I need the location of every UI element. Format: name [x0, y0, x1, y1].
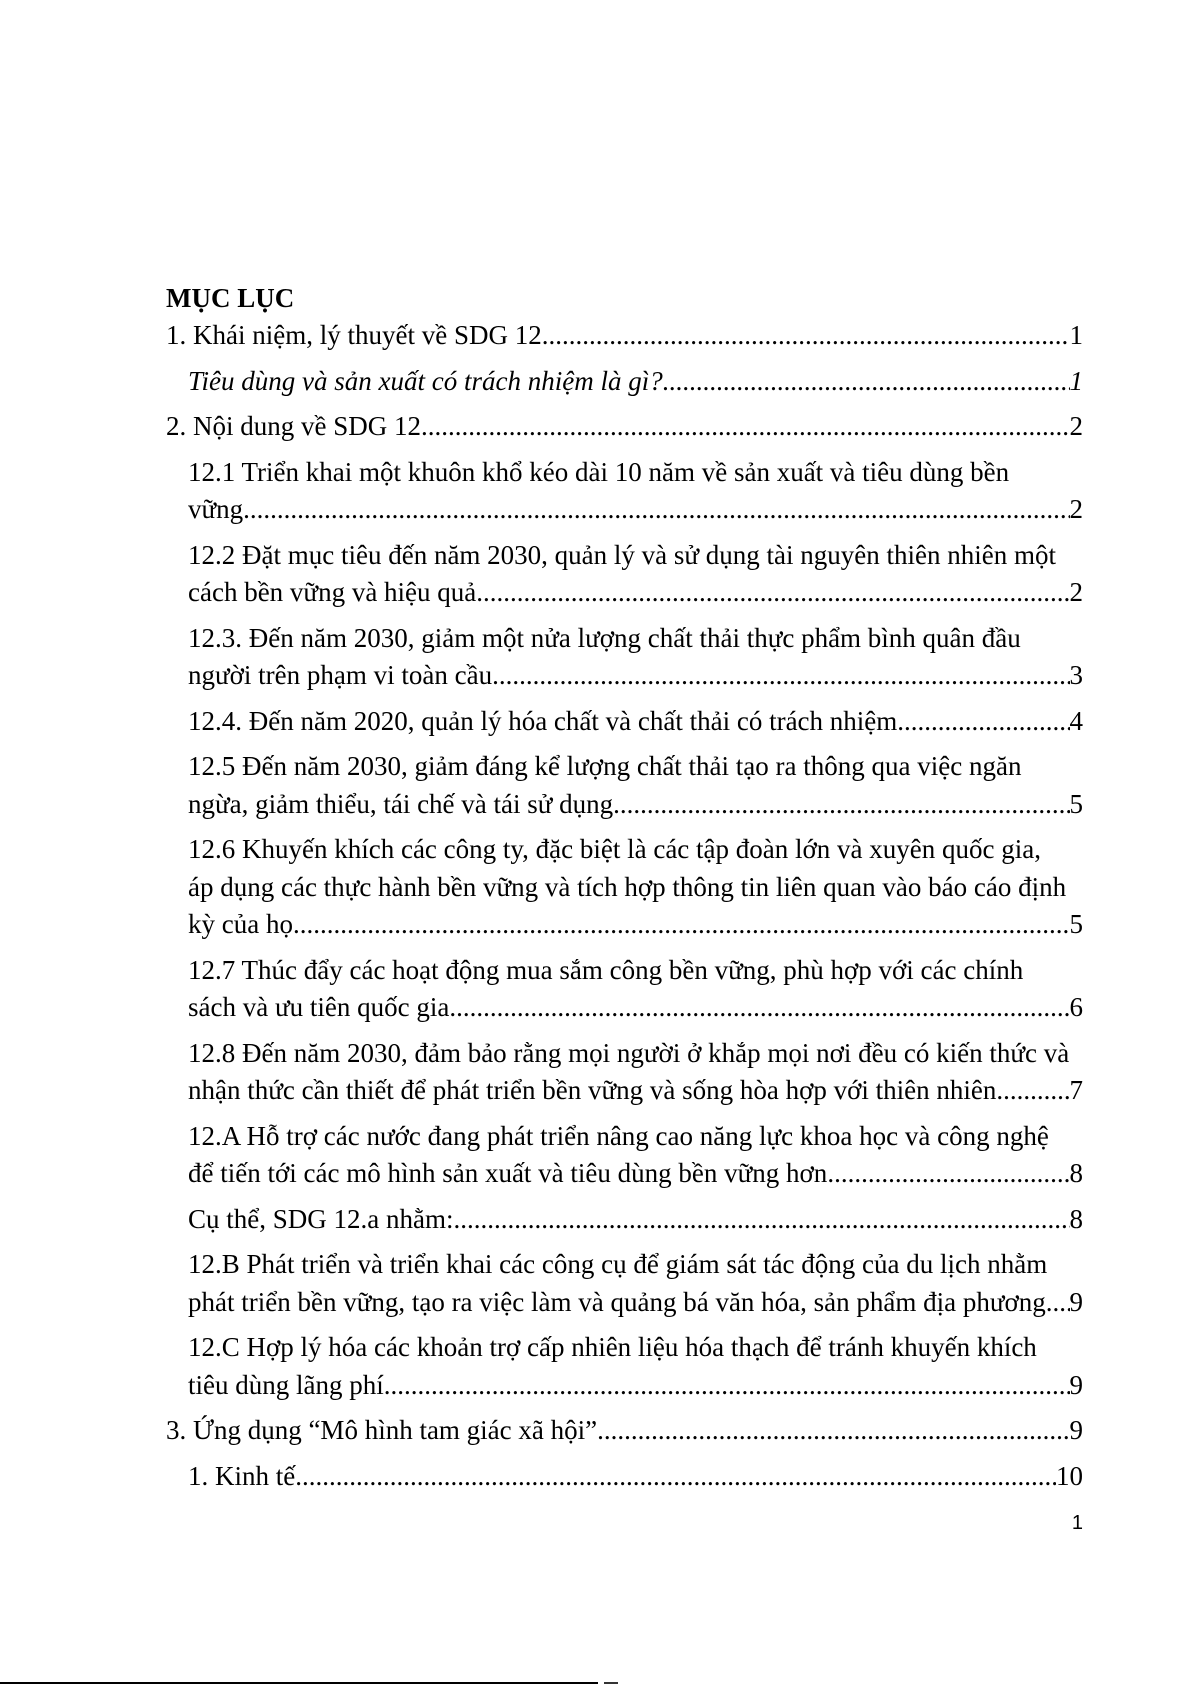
toc-entry-line — [188, 1035, 1083, 1073]
dot-leader — [827, 1155, 1069, 1193]
dot-leader — [384, 1367, 1070, 1405]
dot-leader — [613, 786, 1069, 824]
toc-entry[interactable] — [166, 1201, 1083, 1239]
toc-entry-line — [188, 703, 1083, 741]
toc-entry[interactable] — [166, 620, 1083, 695]
toc-entry-text: 12.7 Thúc đẩy các hoạt động mua sắm công bền vững, phù hợp với các chính — [188, 954, 1024, 985]
toc-entry-text: phát triển bền vững, tạo ra việc làm và quảng bá văn hóa, sản phẩm địa phương. — [188, 1286, 1053, 1317]
toc-entry[interactable] — [166, 748, 1083, 823]
toc-entry-text: Tiêu dùng và sản xuất có trách nhiệm là gì? — [188, 365, 663, 396]
toc-page-number: 3 — [1069, 660, 1083, 690]
toc-entry-line — [166, 408, 1083, 446]
toc-entry[interactable] — [166, 1246, 1083, 1321]
toc-entry-text: 12.3. Đến năm 2030, giảm một nửa lượng chất thải thực phẩm bình quân đầu — [188, 622, 1021, 653]
footer-mark — [604, 1682, 618, 1684]
footer-rule — [0, 1682, 598, 1684]
toc-page-number: 8 — [1069, 1203, 1083, 1234]
toc-entry-text: cách bền vững và hiệu quả — [188, 577, 477, 607]
toc-entry-text: để tiến tới các mô hình sản xuất và tiêu dùng bền vững hơn — [188, 1158, 828, 1188]
toc-entry[interactable] — [166, 1412, 1083, 1450]
toc-entry-line — [166, 317, 1083, 355]
toc-entry-text: kỳ của họ — [188, 909, 293, 939]
dot-leader — [996, 1072, 1069, 1110]
toc-entry[interactable] — [166, 952, 1083, 1027]
toc-title: MỤC LỤC — [166, 283, 295, 313]
toc-page-number: 2 — [1069, 577, 1083, 607]
dot-leader — [449, 989, 1069, 1027]
toc-page-number: 4 — [1069, 705, 1083, 736]
dot-leader — [243, 491, 1069, 529]
toc-page-number: 9 — [1069, 1286, 1083, 1317]
toc-entry-line — [188, 657, 1083, 695]
toc-page-number: 1 — [1069, 320, 1083, 350]
toc-entry-line — [188, 620, 1083, 658]
toc-entry-text: 12.A Hỗ trợ các nước đang phát triển nâng cao năng lực khoa học và công nghệ — [188, 1120, 1049, 1151]
toc-entry-line — [188, 1201, 1083, 1239]
toc-page-number: 8 — [1069, 1158, 1083, 1188]
toc-entry-text: 1. Khái niệm, lý thuyết về SDG 12 — [166, 320, 542, 350]
toc-entry[interactable] — [166, 831, 1083, 944]
dot-leader — [1053, 1284, 1070, 1322]
toc-entry-text: nhận thức cần thiết để phát triển bền vững và sống hòa hợp với thiên nhiên — [188, 1075, 997, 1105]
toc-page-number: 10 — [1056, 1460, 1083, 1491]
toc-entry-text: 12.1 Triển khai một khuôn khổ kéo dài 10 năm về sản xuất và tiêu dùng bền — [188, 456, 1010, 487]
toc-entry-line — [188, 869, 1083, 907]
toc-entry-line — [188, 1284, 1083, 1322]
toc-entry-line — [188, 491, 1083, 529]
toc-entry-line — [188, 1155, 1083, 1193]
toc-entry-line — [188, 1118, 1083, 1156]
toc-page-number: 6 — [1069, 992, 1083, 1022]
toc-entry[interactable] — [166, 1458, 1083, 1496]
toc-page-number: 9 — [1069, 1415, 1083, 1445]
dot-leader — [453, 1201, 1069, 1239]
toc-page-number: 7 — [1069, 1075, 1083, 1105]
toc-entry-text: tiêu dùng lãng phí — [188, 1369, 384, 1400]
toc-entry-text: 12.B Phát triển và triển khai các công cụ để giám sát tác động của du lịch nhằm — [188, 1249, 1048, 1279]
toc-entry-text: 12.5 Đến năm 2030, giảm đáng kể lượng chất thải tạo ra thông qua việc ngăn — [188, 751, 1022, 781]
toc-entry-text: người trên phạm vi toàn cầu — [188, 660, 493, 690]
toc-entry[interactable] — [166, 1118, 1083, 1193]
toc-entry-line — [188, 952, 1083, 990]
toc-entry[interactable] — [166, 454, 1083, 529]
toc-page-number: 1 — [1069, 365, 1083, 396]
toc-entry-line — [188, 1072, 1083, 1110]
toc-page-number: 2 — [1069, 494, 1083, 524]
toc-entry-line — [188, 1329, 1083, 1367]
toc-entry[interactable] — [166, 1329, 1083, 1404]
toc-entry-line — [188, 1367, 1083, 1405]
toc-entry[interactable] — [166, 703, 1083, 741]
toc-entry-line — [188, 1458, 1083, 1496]
toc-entry-line — [188, 363, 1083, 401]
toc-entry[interactable] — [166, 537, 1083, 612]
table-of-contents — [166, 317, 1083, 1503]
toc-entry-text: ngừa, giảm thiểu, tái chế và tái sử dụng — [188, 788, 614, 819]
toc-page-number: 5 — [1069, 788, 1083, 819]
toc-page-number: 2 — [1069, 411, 1083, 441]
toc-entry-text: áp dụng các thực hành bền vững và tích hợp thông tin liên quan vào báo cáo định — [188, 871, 1067, 902]
toc-entry-text: 12.6 Khuyến khích các công ty, đặc biệt là các tập đoàn lớn và xuyên quốc gia, — [188, 834, 1041, 864]
toc-entry-text: sách và ưu tiên quốc gia — [188, 992, 450, 1022]
dot-leader — [421, 408, 1070, 446]
toc-entry-line — [188, 786, 1083, 824]
dot-leader — [542, 317, 1070, 355]
toc-entry-text: 2. Nội dung về SDG 12 — [166, 411, 421, 441]
dot-leader — [897, 703, 1069, 741]
dot-leader — [597, 1412, 1069, 1450]
toc-page-number: 5 — [1069, 909, 1083, 939]
toc-entry[interactable] — [166, 317, 1083, 355]
toc-entry-line — [188, 748, 1083, 786]
toc-entry-line — [188, 537, 1083, 575]
toc-entry-text: Cụ thể, SDG 12.a nhằm: — [188, 1203, 454, 1234]
toc-entry-line — [188, 906, 1083, 944]
toc-entry-text: 12.C Hợp lý hóa các khoản trợ cấp nhiên liệu hóa thạch để tránh khuyến khích — [188, 1332, 1037, 1362]
toc-entry-line — [188, 454, 1083, 492]
toc-entry[interactable] — [166, 363, 1083, 401]
dot-leader — [293, 906, 1070, 944]
toc-entry-text: 12.8 Đến năm 2030, đảm bảo rằng mọi người ở khắp mọi nơi đều có kiến thức và — [188, 1037, 1070, 1068]
dot-leader — [492, 657, 1069, 695]
toc-entry-text: 3. Ứng dụng “Mô hình tam giác xã hội” — [166, 1415, 598, 1445]
toc-entry-line — [188, 1246, 1083, 1284]
page-number: 1 — [1071, 1512, 1083, 1534]
dot-leader — [476, 574, 1069, 612]
toc-entry-text: 12.2 Đặt mục tiêu đến năm 2030, quản lý và sử dụng tài nguyên thiên nhiên một — [188, 539, 1056, 570]
toc-entry[interactable] — [166, 1035, 1083, 1110]
toc-entry-line — [188, 574, 1083, 612]
toc-page-number: 9 — [1069, 1369, 1083, 1400]
toc-entry-text: vững — [188, 494, 244, 524]
toc-entry[interactable] — [166, 408, 1083, 446]
toc-entry-line — [188, 989, 1083, 1027]
dot-leader — [295, 1458, 1056, 1496]
toc-entry-text: 1. Kinh tế — [188, 1460, 296, 1491]
toc-entry-text: 12.4. Đến năm 2020, quản lý hóa chất và chất thải có trách nhiệm — [188, 705, 898, 736]
toc-entry-line — [188, 831, 1083, 869]
toc-entry-line — [166, 1412, 1083, 1450]
dot-leader — [663, 363, 1070, 401]
